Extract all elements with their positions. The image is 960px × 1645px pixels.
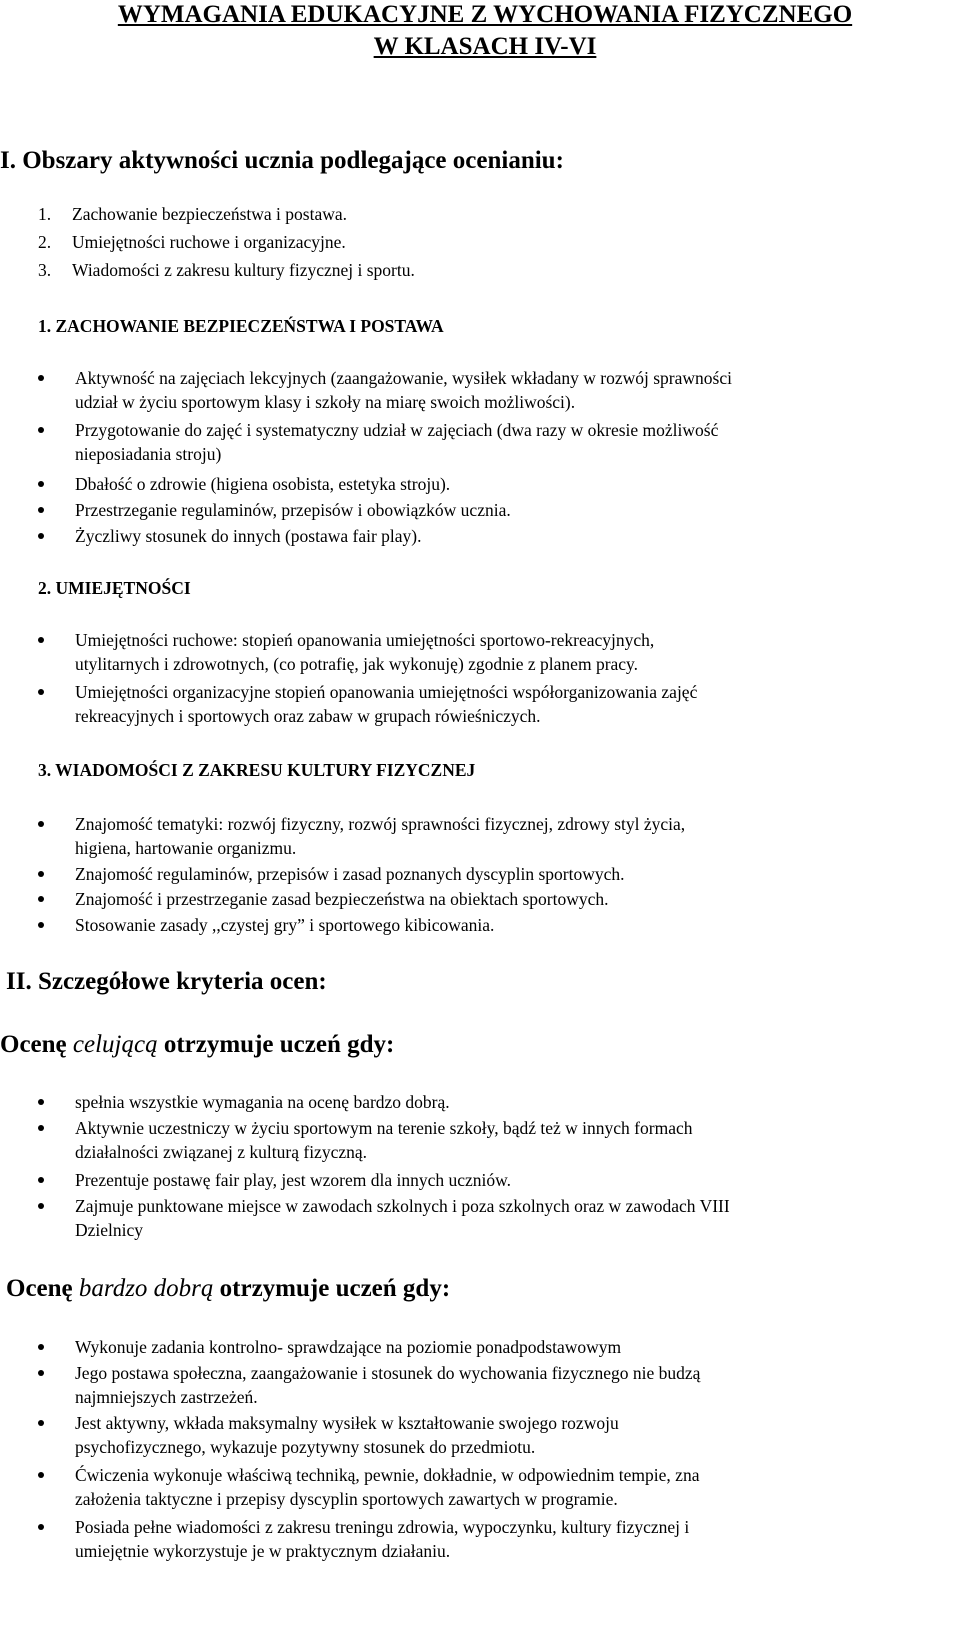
grade-celujaca-heading: Ocenę celującą otrzymuje uczeń gdy: — [0, 1031, 395, 1058]
bullet-icon — [38, 1099, 44, 1105]
section-2-heading: II. Szczegółowe kryteria ocen: — [6, 968, 327, 995]
bullet-icon — [38, 507, 44, 513]
bullet-icon — [38, 427, 44, 433]
subsection-1-heading: 1. ZACHOWANIE BEZPIECZEŃSTWA I POSTAWA — [38, 316, 444, 336]
bullet-icon — [38, 637, 44, 643]
bullet-icon — [38, 1125, 44, 1131]
bullet-icon — [38, 375, 44, 381]
subsection-3-heading: 3. WIADOMOŚCI Z ZAKRESU KULTURY FIZYCZNEJ — [38, 760, 476, 780]
bullet-icon — [38, 1472, 44, 1478]
bullet-icon — [38, 481, 44, 487]
bullet-icon — [38, 1203, 44, 1209]
bullet-icon — [38, 1524, 44, 1530]
document-title-line1: WYMAGANIA EDUKACYJNE Z WYCHOWANIA FIZYCZNEGO — [117, 1, 853, 28]
grade-bardzo-dobra-heading: Ocenę bardzo dobrą otrzymuje uczeń gdy: — [6, 1275, 451, 1302]
document-page: WYMAGANIA EDUKACYJNE Z WYCHOWANIA FIZYCZNEGO W KLASACH IV-VI I. Obszary aktywności ucznia podlegające ocenianiu: 1. Zachowanie bezpieczeństwa i postawa. 2. Umiejętności ruchowe i organizacyjne. 3. Wiadomości z zakresu kultury fizycznej i sportu. 1. ZACHOWANIE BEZPIECZEŃSTWA I POSTAWA Aktywność na zajęciach lekcyjnych (zaangażowanie, wysiłek wkładany w rozwój sprawności udział w życiu sportowym klasy i szkoły na miarę swoich możliwości). Przygotowanie do zajęć i systematyczny udział w zajęciach (dwa razy w okresie możliwość nieposiadania stroju) Dbałość o zdrowie (higiena osobista, estetyka stroju). Przestrzeganie regulaminów, przepisów i obowiązków ucznia. Życzliwy stosunek do innych (postawa fair play). 2. UMIEJĘTNOŚCI Umiejętności ruchowe: stopień opanowania umiejętności sportowo-rekreacyjnych, utylitarnych i zdrowotnych, (co potrafię, jak wykonuję) zgodnie z planem pracy. Umiejętności organizacyjne stopień opanowania umiejętności współorganizowania zajęć rekreacyjnych i sportowych oraz zabaw w grupach rówieśniczych. 3. WIADOMOŚCI Z ZAKRESU KULTURY FIZYCZNEJ Znajomość tematyki: rozwój fizyczny, rozwój sprawności fizycznej, zdrowy styl życia, higiena, hartowanie organizmu. Znajomość regulaminów, przepisów i zasad poznanych dyscyplin sportowych. Znajomość i przestrzeganie zasad bezpieczeństwa na obiektach sportowych. Stosowanie zasady ,,czystej gry” i sportowego kibicowania. II. Szczegółowe kryteria ocen: Ocenę celującą otrzymuje uczeń gdy: spełnia wszystkie wymagania na ocenę bardzo dobrą. Aktywnie uczestniczy w życiu sportowym na terenie szkoły, bądź też w innych formach działalności związanej z kulturą fizyczną. Prezentuje postawę fair play, jest wzorem dla innych uczniów. Zajmuje punktowane miejsce w zawodach szkolnych i poza szkolnych oraz w zawodach VIII Dzielnicy Ocenę bardzo dobrą otrzymuje uczeń gdy: Wykonuje zadania kontrolno- sprawdzające na poziomie ponadpodstawowym Jego postawa społeczna, zaangażowanie i stosunek do wychowania fizycznego nie budzą najmniejszych zastrzeżeń. Jest aktywny, wkłada maksymalny wysiłek w kształtowanie swojego rozwoju psychofizycznego, wykazuje pozytywny stosunek do przedmiotu. Ćwiczenia wykonuje właściwą techniką, pewnie, dokładnie, w odpowiednim tempie, zna założenia taktyczne i przepisy dyscyplin sportowych zawartych w programie. Posiada pełne wiadomości z zakresu treningu zdrowia, wypoczynku, kultury fizycznej i umiejętnie wykorzystuje je w praktycznym działaniu. — [0, 0, 960, 1645]
section-1-heading: I. Obszary aktywności ucznia podlegające ocenianiu: — [0, 147, 564, 174]
numbered-item: 3. Wiadomości z zakresu kultury fizycznej i sportu. — [38, 260, 415, 280]
bullet-icon — [38, 1370, 44, 1376]
bullet-icon — [38, 1177, 44, 1183]
bullet-icon — [38, 1344, 44, 1350]
bullet-icon — [38, 871, 44, 877]
bullet-icon — [38, 896, 44, 902]
bullet-icon — [38, 533, 44, 539]
subsection-2-heading: 2. UMIEJĘTNOŚCI — [38, 578, 191, 598]
numbered-item: 1. Zachowanie bezpieczeństwa i postawa. — [38, 204, 348, 224]
bullet-icon — [38, 689, 44, 695]
document-title-line2: W KLASACH IV-VI — [373, 33, 597, 60]
bullet-icon — [38, 1420, 44, 1426]
bullet-icon — [38, 922, 44, 928]
bullet-icon — [38, 821, 44, 827]
numbered-item: 2. Umiejętności ruchowe i organizacyjne. — [38, 232, 346, 252]
